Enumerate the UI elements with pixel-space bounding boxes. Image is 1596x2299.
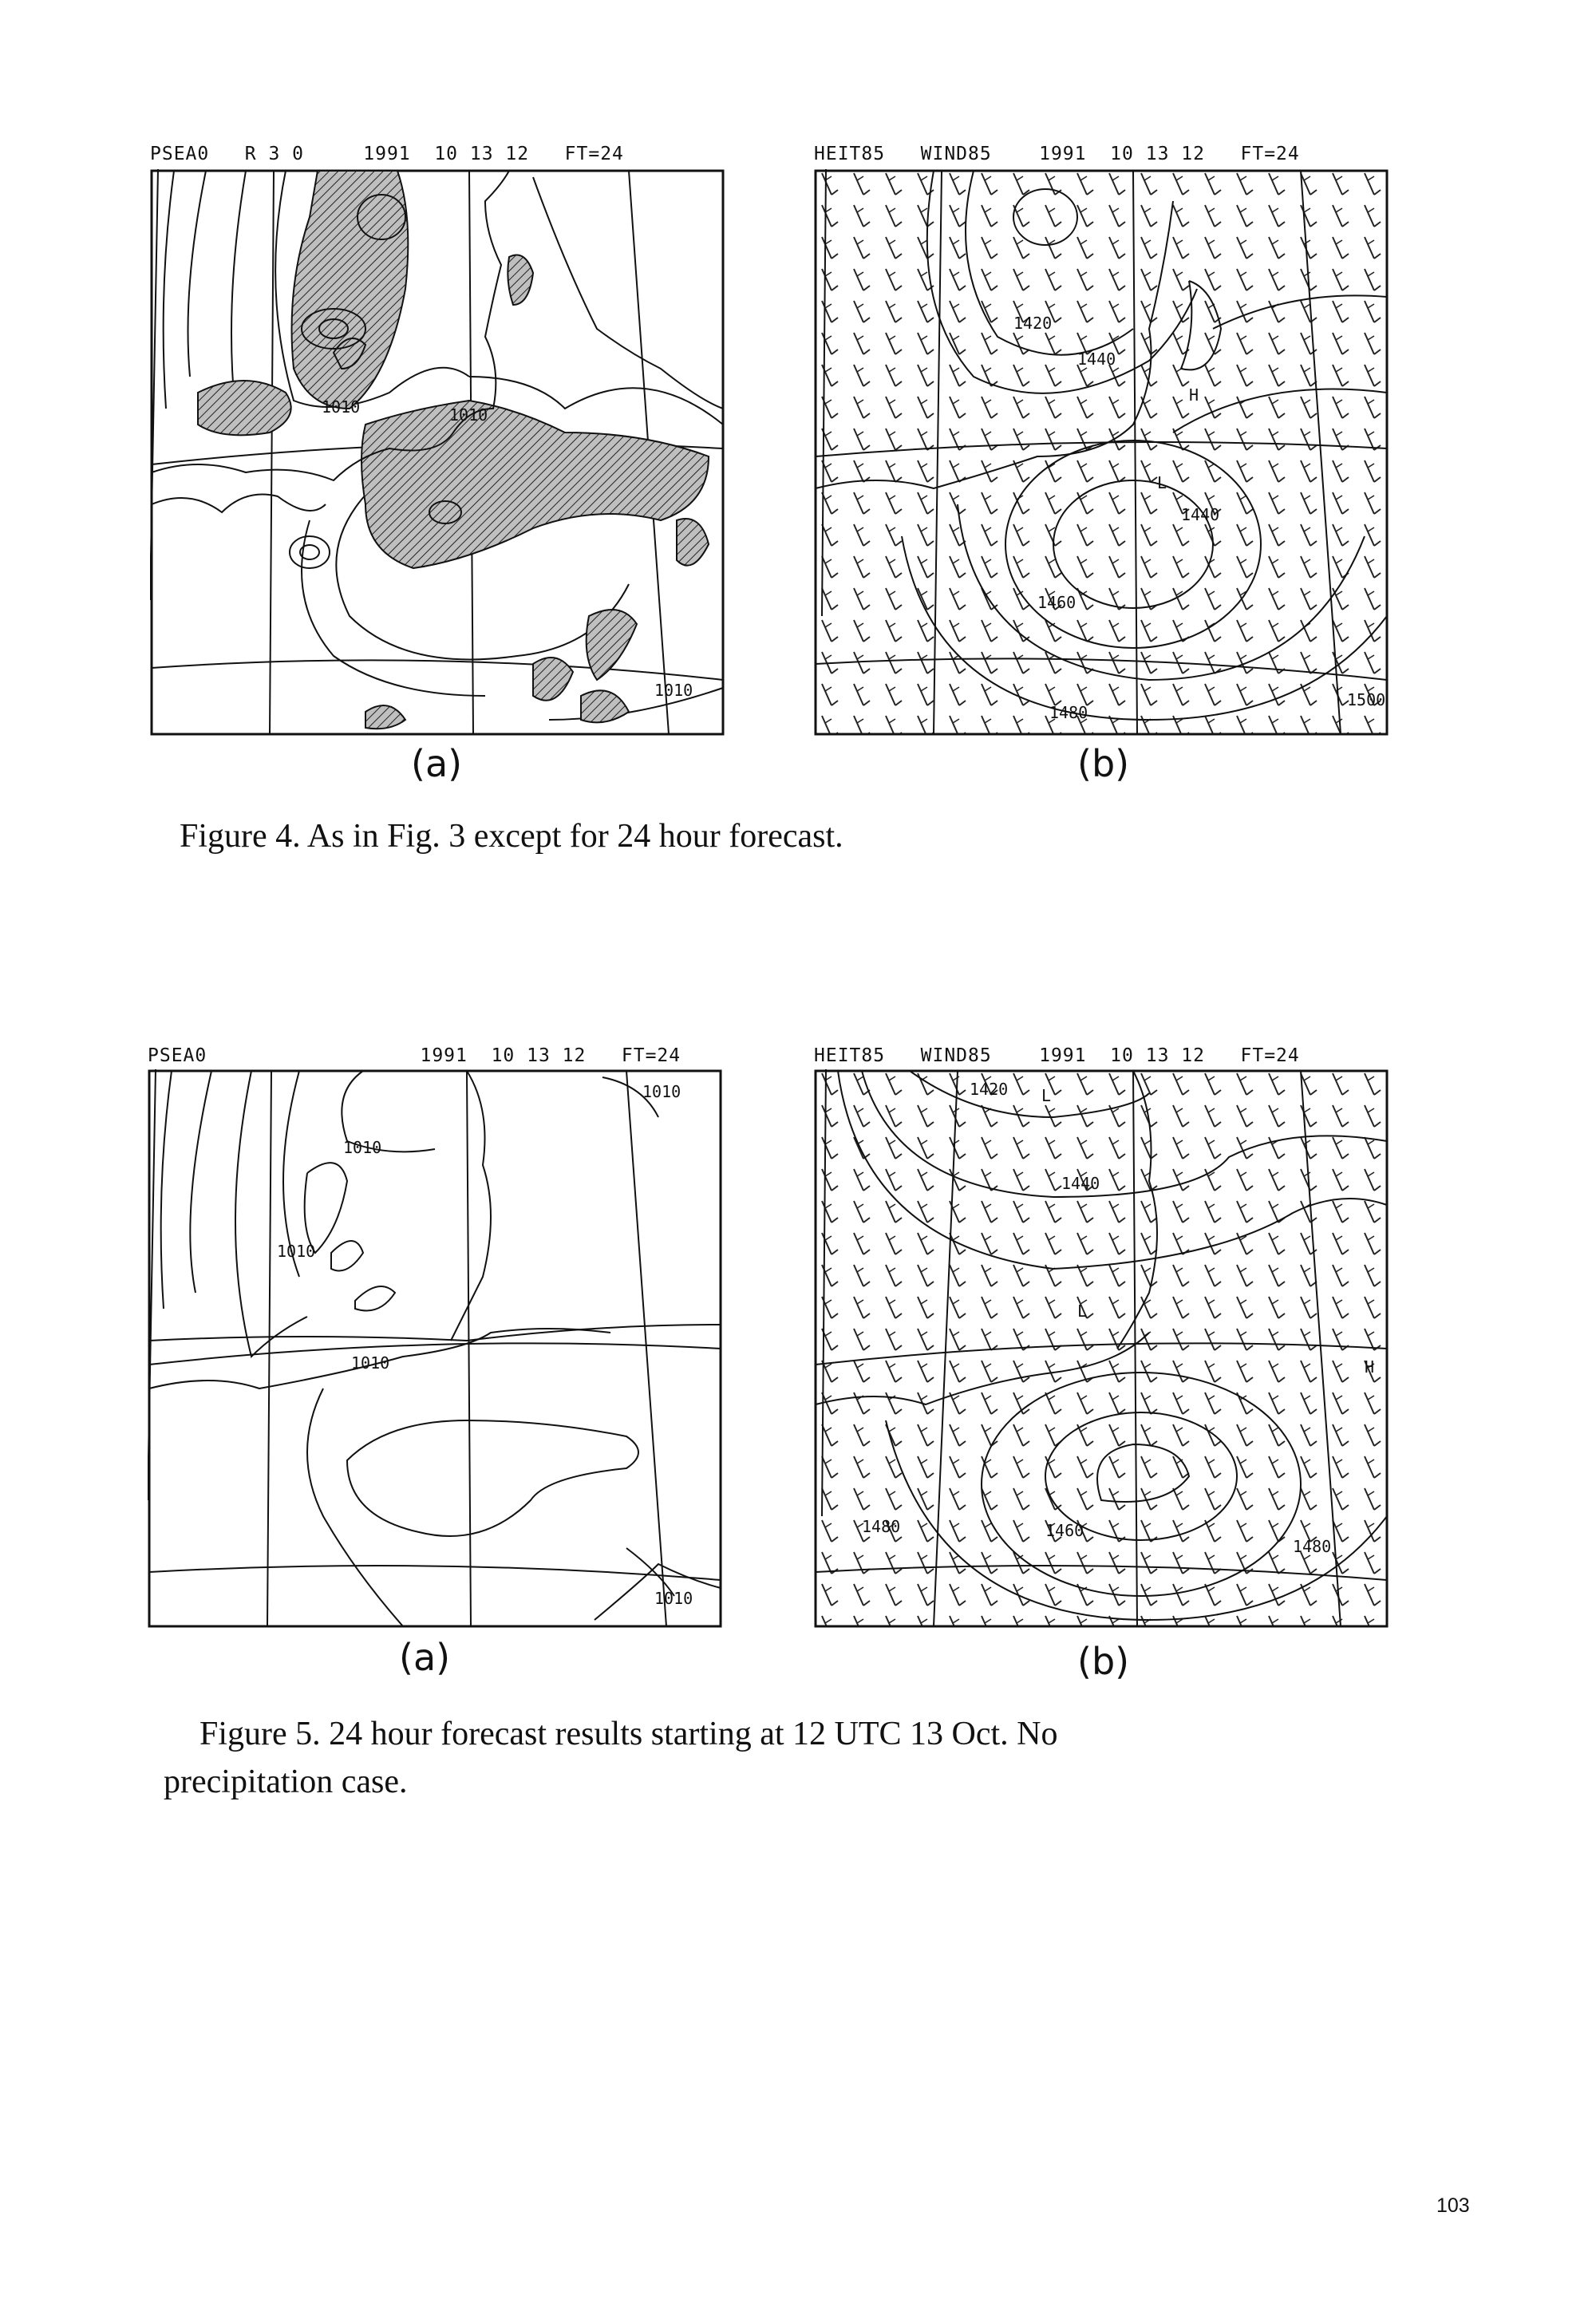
fig4b-marker-h: H bbox=[1189, 385, 1199, 405]
fig5b-sublabel: (b) bbox=[1077, 1640, 1130, 1683]
fig4b-label-1440-south: 1440 bbox=[1181, 505, 1220, 524]
fig4a-header: PSEA0 R 3 0 1991 10 13 12 FT=24 bbox=[150, 144, 624, 164]
fig5a-label-1010-center: 1010 bbox=[351, 1353, 390, 1373]
fig5b-label-1480-east: 1480 bbox=[1293, 1537, 1332, 1556]
fig5b-label-1460: 1460 bbox=[1045, 1521, 1084, 1540]
fig5-caption-line1: Figure 5. 24 hour forecast results starting at 12 UTC 13 Oct. No bbox=[200, 1716, 1058, 1752]
fig5a-label-1010-west: 1010 bbox=[277, 1242, 316, 1261]
fig5b-label-1420: 1420 bbox=[970, 1080, 1009, 1099]
fig5b-label-1480-west: 1480 bbox=[862, 1517, 901, 1536]
fig4b-label-1440-north: 1440 bbox=[1077, 350, 1116, 369]
fig5-caption-line2: precipitation case. bbox=[164, 1764, 408, 1800]
fig4a-label-1010-center: 1010 bbox=[449, 405, 488, 425]
fig4b-label-1460: 1460 bbox=[1037, 593, 1077, 612]
fig4b-sublabel: (b) bbox=[1077, 742, 1130, 785]
fig4b-label-1420: 1420 bbox=[1013, 314, 1053, 333]
fig5a-label-1010-se: 1010 bbox=[654, 1589, 693, 1608]
fig4a-label-1010-west: 1010 bbox=[322, 397, 361, 417]
fig5a-label-1010-ne: 1010 bbox=[642, 1082, 681, 1101]
fig5b-marker-l-center: L bbox=[1077, 1302, 1088, 1321]
fig4b-label-1480: 1480 bbox=[1049, 703, 1088, 722]
fig4b-label-1500: 1500 bbox=[1347, 690, 1386, 709]
fig5a-header: PSEA0 1991 10 13 12 FT=24 bbox=[148, 1045, 681, 1066]
fig5a-sublabel: (a) bbox=[399, 1636, 451, 1679]
fig4b-map bbox=[814, 169, 1389, 736]
fig4b-header: HEIT85 WIND85 1991 10 13 12 FT=24 bbox=[814, 144, 1300, 164]
fig4a-label-1010-east: 1010 bbox=[654, 681, 693, 700]
fig5b-marker-h: H bbox=[1365, 1357, 1375, 1377]
fig5a-label-1010-north: 1010 bbox=[343, 1138, 382, 1157]
fig5b-label-1440: 1440 bbox=[1061, 1174, 1100, 1193]
fig4b-marker-l: L bbox=[1157, 473, 1167, 492]
fig4a-sublabel: (a) bbox=[411, 742, 463, 785]
fig4a-map bbox=[150, 169, 725, 736]
page-number: 103 bbox=[1436, 2194, 1470, 2217]
fig4-caption: Figure 4. As in Fig. 3 except for 24 hour forecast. bbox=[180, 818, 843, 855]
fig5b-map bbox=[814, 1069, 1389, 1628]
fig5b-marker-l-north: L bbox=[1041, 1086, 1052, 1105]
fig5b-header: HEIT85 WIND85 1991 10 13 12 FT=24 bbox=[814, 1045, 1300, 1066]
fig5a-map bbox=[148, 1069, 722, 1628]
